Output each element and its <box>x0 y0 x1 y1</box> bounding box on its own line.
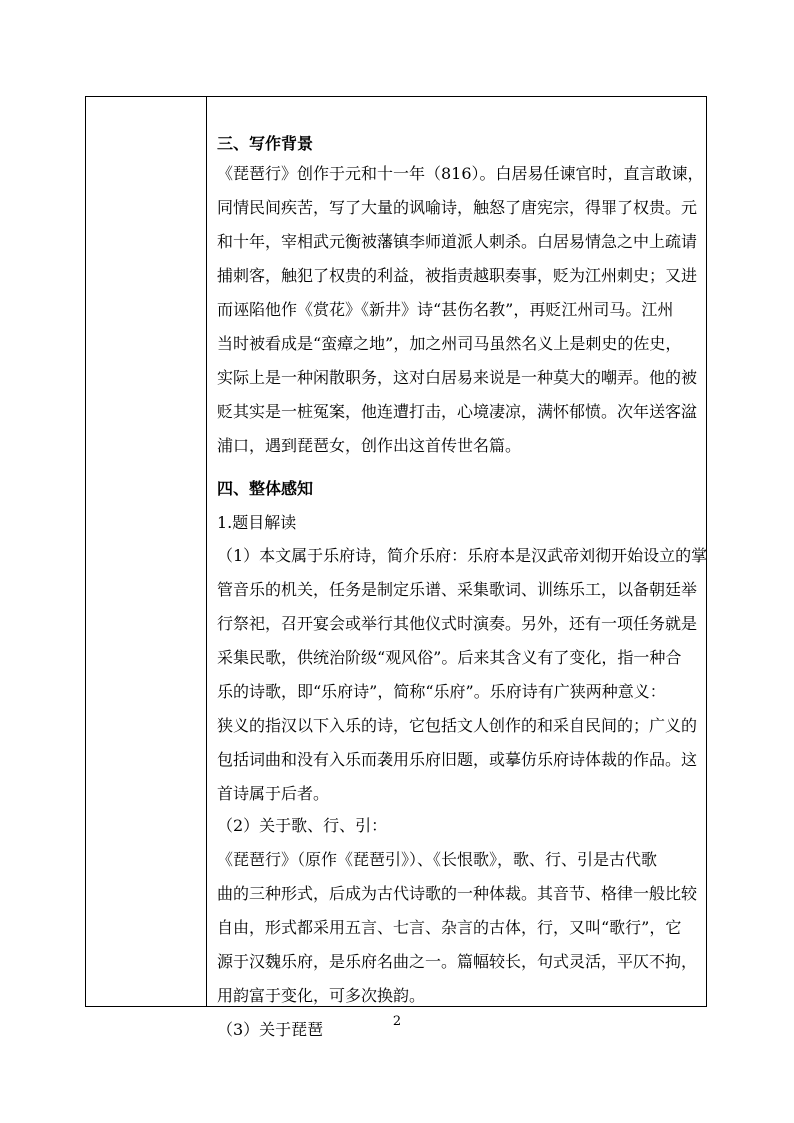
paragraph-line: 用韵富于变化，可多次换韵。 <box>217 986 426 1005</box>
paragraph-line: （1）本文属于乐府诗，简介乐府：乐府本是汉武帝刘彻开始设立的掌 <box>217 546 708 565</box>
paragraph-line: 曲的三种形式，后成为古代诗歌的一种体裁。其音节、格律一般比较 <box>217 884 698 903</box>
paragraph-line: 捕刺客，触犯了权贵的利益，被指责越职奏事，贬为江州刺史；又进 <box>217 266 698 285</box>
paragraph-line: 行祭祀，召开宴会或举行其他仪式时演奏。另外，还有一项任务就是 <box>217 614 698 633</box>
paragraph-line: 浦口，遇到琵琶女，创作出这首传世名篇。 <box>217 436 522 455</box>
paragraph-line: 1.题目解读 <box>217 513 297 532</box>
paragraph-line: 采集民歌，供统治阶级“观风俗”。后来其含义有了变化，指一种合 <box>217 648 682 667</box>
paragraph-line: 管音乐的机关，任务是制定乐谱、采集歌词、训练乐工，以备朝廷举 <box>217 580 698 599</box>
left-column-cell <box>86 97 207 1006</box>
right-column-cell <box>207 97 708 1039</box>
paragraph-line: 包括词曲和没有入乐而袭用乐府旧题，或摹仿乐府诗体裁的作品。这 <box>217 750 698 769</box>
paragraph-line: 首诗属于后者。 <box>217 784 330 803</box>
paragraph-line: 和十年，宰相武元衡被藩镇李师道派人刺杀。白居易情急之中上疏请 <box>217 232 698 251</box>
paragraph-line: 狭义的指汉以下入乐的诗，它包括文人创作的和采自民间的；广义的 <box>217 716 698 735</box>
section-heading-overview: 四、整体感知 <box>217 479 314 498</box>
paragraph-line: 而诬陷他作《赏花》《新井》诗“甚伤名教”，再贬江州司马。江州 <box>217 300 674 319</box>
paragraph-line: 当时被看成是“蛮瘴之地”，加之州司马虽然名义上是刺史的佐史， <box>217 334 682 353</box>
paragraph-line: （3）关于琵琶 <box>217 1020 324 1039</box>
paragraph-line: 《琵琶行》（原作《琵琶引》）、《长恨歌》，歌、行、引是古代歌 <box>217 850 658 869</box>
paragraph-line: （2）关于歌、行、引： <box>217 816 388 835</box>
paragraph-line: 自由，形式都采用五言、七言、杂言的古体，行，又叫“歌行”，它 <box>217 918 682 937</box>
paragraph-line: 《琵琶行》创作于元和十一年（816）。白居易任谏官时，直言敢谏， <box>217 164 704 183</box>
paragraph-line: 源于汉魏乐府，是乐府名曲之一。篇幅较长，句式灵活，平仄不拘， <box>217 952 698 971</box>
paragraph-line: 贬其实是一桩冤案，他连遭打击，心境凄凉，满怀郁愤。次年送客湓 <box>217 402 698 421</box>
section-heading-background: 三、写作背景 <box>217 134 314 153</box>
page-number: 2 <box>392 1014 402 1029</box>
content-table <box>85 96 708 1039</box>
paragraph-line: 实际上是一种闲散职务，这对白居易来说是一种莫大的嘲弄。他的被 <box>217 368 698 387</box>
paragraph-line: 乐的诗歌，即“乐府诗”，简称“乐府”。乐府诗有广狭两种意义： <box>217 682 666 701</box>
paragraph-line: 同情民间疾苦，写了大量的讽喻诗，触怒了唐宪宗，得罪了权贵。元 <box>217 198 698 217</box>
